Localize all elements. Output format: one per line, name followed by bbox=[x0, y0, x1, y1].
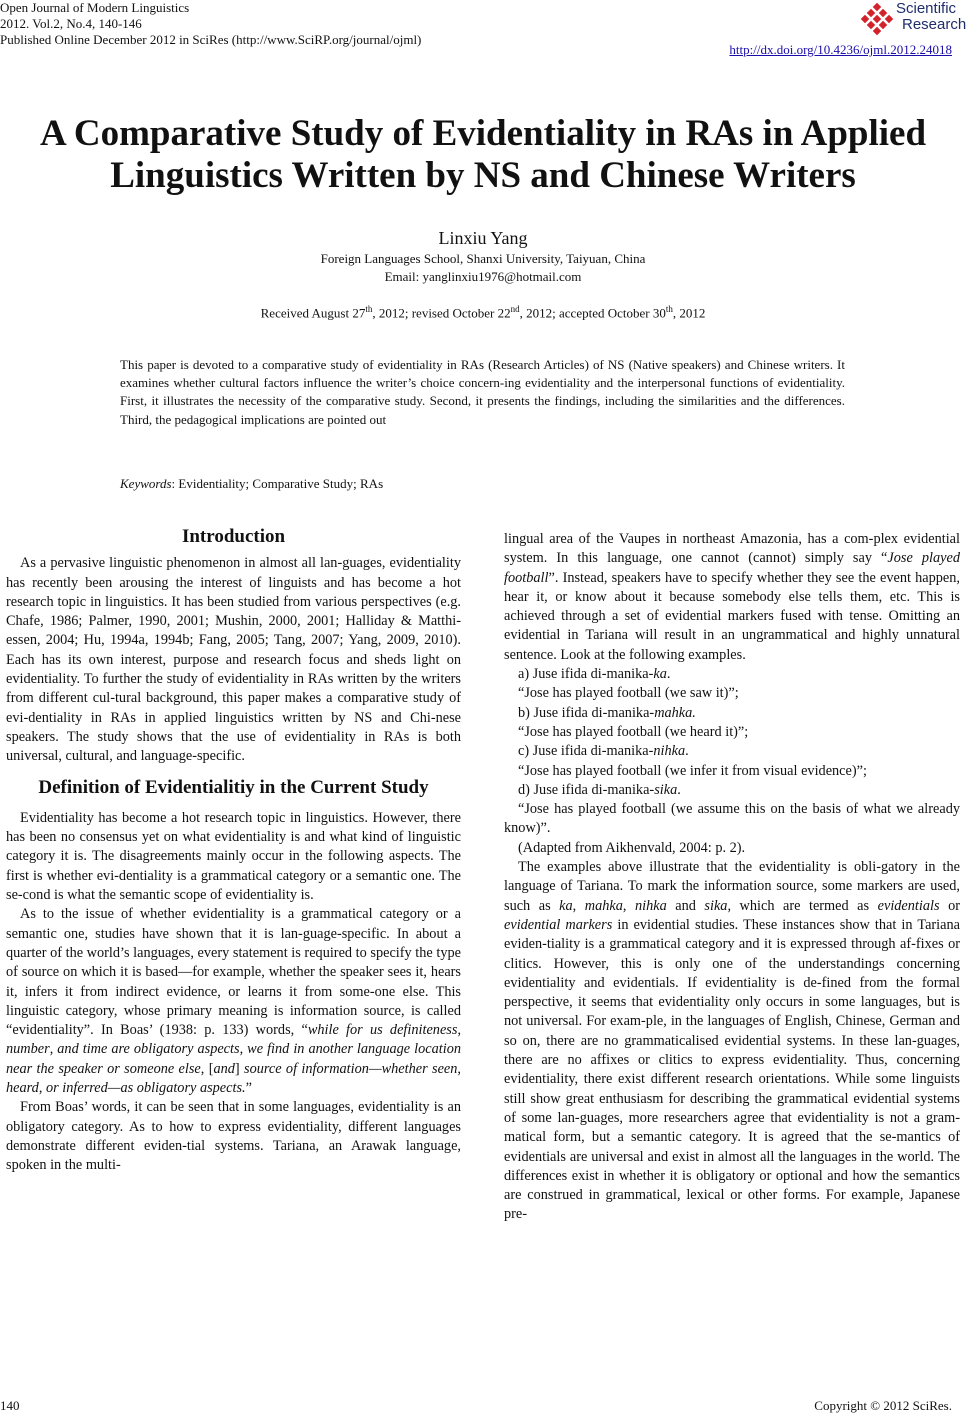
example-d: d) Juse ifida di-manika-sika. bbox=[518, 781, 681, 798]
accepted-sup: th bbox=[665, 304, 673, 314]
text-span: As to the issue of whether evidentiality is a grammatical category or a semantic one, studies have shown that it is lan-guage-specific. In about a quarter of the world’s languages, every statement is required to specify the type of source on which it is based—for example, whether the speaker sees it, hears it, infers it from indirect evidence, or learns it from some-one else. This linguistic category, whose primary meaning is information source, is called “evidentiality”. In Boas’ (1938: p. 133) words, “ bbox=[6, 906, 461, 1039]
example-italic: Jose played football bbox=[504, 550, 960, 586]
text-span: , [ bbox=[200, 1060, 214, 1077]
received-text: Received August 27 bbox=[260, 305, 366, 321]
quote-span: and time are obligatory aspects bbox=[57, 1041, 240, 1058]
text-span: , which are termed as bbox=[727, 897, 878, 914]
page-number: 140 bbox=[0, 1398, 20, 1413]
text-span: or bbox=[939, 897, 960, 914]
text-span: ” bbox=[245, 1080, 252, 1097]
journal-published: Published Online December 2012 in SciRes (http://www.SciRP.org/journal/ojml) bbox=[0, 32, 422, 47]
example-marker: sika bbox=[654, 781, 678, 798]
keywords-list: : Evidentiality; Comparative Study; RAs bbox=[171, 476, 384, 491]
quote-span: heard bbox=[6, 1080, 39, 1097]
author-name: Linxiu Yang bbox=[438, 228, 528, 248]
right-column bbox=[504, 530, 960, 1225]
text-span: ”. Instead, speakers have to specify whether they see the event happen, hear it, or know about it because somebody else tells them, etc. This is achieved through a set of evidential markers fused with tense. Omitting an evidential in Tariana will result in an ungrammatical and highly unnatural sentence. Look at the following examples. bbox=[504, 569, 960, 663]
revised-text: , 2012; revised October 22 bbox=[372, 305, 511, 321]
section-heading-introduction: Introduction bbox=[181, 526, 286, 547]
scientific-research-logo bbox=[860, 0, 966, 40]
text-span: The examples above illustrate that the evidentiality is obli-gatory in the language of Tariana. To mark the information source, some markers are used, such as bbox=[504, 859, 960, 914]
example-d-gloss: “Jose has played football (we assume this on the basis of what we already know)”. bbox=[504, 801, 960, 837]
example-text: b) Juse ifida di-manika- bbox=[518, 704, 655, 721]
affiliation: Foreign Languages School, Shanxi University, Taiyuan, China bbox=[320, 251, 646, 266]
adapted-citation: (Adapted from Aikhenvald, 2004: p. 2). bbox=[518, 839, 746, 856]
definition-paragraph-3: From Boas’ words, it can be seen that in some languages, evidentiality is an obligatory category. As to how to express evidentiality, different languages demonstrate different eviden-tial systems. Tariana, an Arawak language, spoken in the multi- bbox=[6, 1099, 461, 1174]
text-span: , bbox=[457, 1060, 461, 1077]
quote-span: while for us definiteness bbox=[307, 1022, 458, 1039]
example-marker: ka bbox=[653, 666, 667, 683]
example-text: d) Juse ifida di-manika- bbox=[518, 781, 655, 798]
quote-span: number bbox=[6, 1041, 50, 1058]
left-column bbox=[6, 527, 461, 1176]
text-span: , bbox=[572, 897, 585, 914]
keywords-label: Keywords bbox=[120, 476, 172, 491]
example-marker: mahka. bbox=[654, 704, 696, 721]
term-italic: evidential markers bbox=[504, 916, 613, 933]
diamond-logo-icon bbox=[860, 2, 894, 36]
quote-span: we find in another language location near the speaker or someone else bbox=[6, 1041, 462, 1077]
marker-italic: ka bbox=[559, 897, 573, 914]
example-a: a) Juse ifida di-manika-ka. bbox=[518, 666, 671, 683]
text-span: in evidential studies. These instances show that in Tariana eviden-tiality is a grammatical category and it is expressed through af-fixes or clitics. However, this is only one of the understandings concerning evidentiality and evidentials. If evidentiality is de-fined from the formal perspective, it seems that evidentiality only occurs in some languages, but is not universal. For exam-ple, in the languages of English, Chinese, German and so on, there are no grammaticalised evidential systems. In these lan-guages, there are no affixes or clitics to express evidentiality. Thus, concerning evidentiality, there exist different research orientations. While some linguists still show great enthusiasm for describing the grammatical evidential systems of some lan-guages, more researchers agree that evidentiality is not a gram-matical form, but a semantic category. It is agreed that the se-mantics of evidentials are universal and exist in almost all the languages in the world. The differences exist in whether it is obligatory or optional and how the semantics are construed in grammatical, lexical or other forms. For example, Japanese pre- bbox=[504, 916, 960, 1223]
author-email: Email: yanglinxiu1976@hotmail.com bbox=[384, 269, 582, 284]
author-affiliation-block bbox=[0, 250, 966, 286]
definition-paragraph-2 bbox=[6, 905, 461, 1098]
section-heading-definition: Definition of Evidentialitiy in the Current Study bbox=[38, 776, 429, 798]
text-span: ] bbox=[234, 1060, 245, 1077]
text-span: , bbox=[239, 1041, 248, 1058]
example-text: c) Juse ifida di-manika- bbox=[518, 743, 654, 760]
received-sup: th bbox=[365, 304, 373, 314]
example-text: a) Juse ifida di-manika- bbox=[518, 666, 654, 683]
example-c-gloss: “Jose has played football (we infer it from visual evidence)”; bbox=[518, 762, 867, 779]
logo-text-1: Scientific bbox=[896, 0, 957, 17]
quote-span: source of information—whether seen bbox=[244, 1060, 458, 1077]
evidentiality-paragraph bbox=[504, 858, 960, 1225]
term-italic: evidentials bbox=[877, 897, 940, 914]
quote-span: and bbox=[213, 1060, 235, 1077]
received-dates bbox=[0, 304, 966, 321]
quote-span: or inferred—as obligatory aspects. bbox=[45, 1080, 246, 1097]
example-b-gloss: “Jose has played football (we heard it)”; bbox=[518, 723, 749, 740]
doi-link[interactable]: http://dx.doi.org/10.4236/ojml.2012.24018 bbox=[729, 42, 952, 57]
paper-title: A Comparative Study of Evidentiality in RAs in Applied Linguistics Written by NS and Chinese Writers bbox=[39, 113, 927, 196]
text-span: , bbox=[457, 1022, 462, 1039]
revised-sup: nd bbox=[510, 304, 520, 314]
journal-name: Open Journal of Modern Linguistics bbox=[0, 0, 190, 15]
year-text: , 2012 bbox=[672, 305, 706, 321]
text-span: , bbox=[38, 1080, 46, 1097]
example-a-gloss: “Jose has played football (we saw it)”; bbox=[518, 685, 739, 702]
tariana-paragraph bbox=[504, 530, 960, 665]
text-span: lingual area of the Vaupes in northeast Amazonia, has a com-plex evidential system. In this language, one cannot (cannot) simply say “ bbox=[504, 531, 960, 567]
journal-header bbox=[0, 0, 421, 48]
example-c: c) Juse ifida di-manika-nihka. bbox=[518, 743, 689, 760]
intro-paragraph: As a pervasive linguistic phenomenon in almost all lan-guages, evidentiality has recently been arousing the interest of linguists and has become a hot research topic in linguistics. It has been studied from various perspectives (e.g. Chafe, 1986; Palmer, 1990, 2001; Mushin, 2000, 2001; Halliday & Matthi-essen, 2004; Hu, 1994a, 1994b; Fang, 2005; Tang, 2007; Yang, 2009, 2010). Each has its own interest, purpose and research focus and sheds light on evidentiality. To further the study of evidentiality in RAs written by the writers from different cul-tural background, this paper makes a comparative study of evi-dentiality in RAs in applied linguistics written by NS and Chi-nese speakers. The study shows that the use of evidentiality in RAs is both universal, cultural, and language-specific. bbox=[6, 555, 461, 765]
accepted-text: , 2012; accepted October 30 bbox=[519, 305, 666, 321]
example-b bbox=[504, 704, 960, 723]
marker-italic: mahka bbox=[584, 897, 623, 914]
abstract: This paper is devoted to a comparative study of evidentiality in RAs (Research Articles) of NS (Native speakers) and Chinese writers. It examines whether cultural factors influence the writer’s choice concern-ing evidentiality and the interpersonal functions of evidentiality. First, it illustrates the necessity of the comparative study. Second, it presents the findings, including the similarities and the differences. Third, the pedagogical implications are pointed out bbox=[120, 357, 845, 427]
keywords bbox=[120, 476, 383, 492]
copyright: Copyright © 2012 SciRes. bbox=[814, 1398, 952, 1413]
text-span: , bbox=[49, 1041, 58, 1058]
text-span: , bbox=[622, 897, 635, 914]
marker-italic: sika bbox=[704, 897, 728, 914]
logo-text-2: Research bbox=[902, 16, 966, 33]
marker-italic: nihka bbox=[634, 897, 667, 914]
text-span: and bbox=[666, 897, 705, 914]
example-marker: nihka bbox=[653, 743, 686, 760]
journal-volume: 2012. Vol.2, No.4, 140-146 bbox=[0, 16, 142, 31]
definition-paragraph-1: Evidentiality has become a hot research topic in linguistics. However, there has been no consensus yet on what evidentiality is and what kind of linguistic category it is. The disagreements mainly occur in the following aspects. The first is whether evi-dentiality is a grammatical category or a semantic one. The se-cond is what the semantic scope of evidentiality is. bbox=[6, 809, 461, 904]
